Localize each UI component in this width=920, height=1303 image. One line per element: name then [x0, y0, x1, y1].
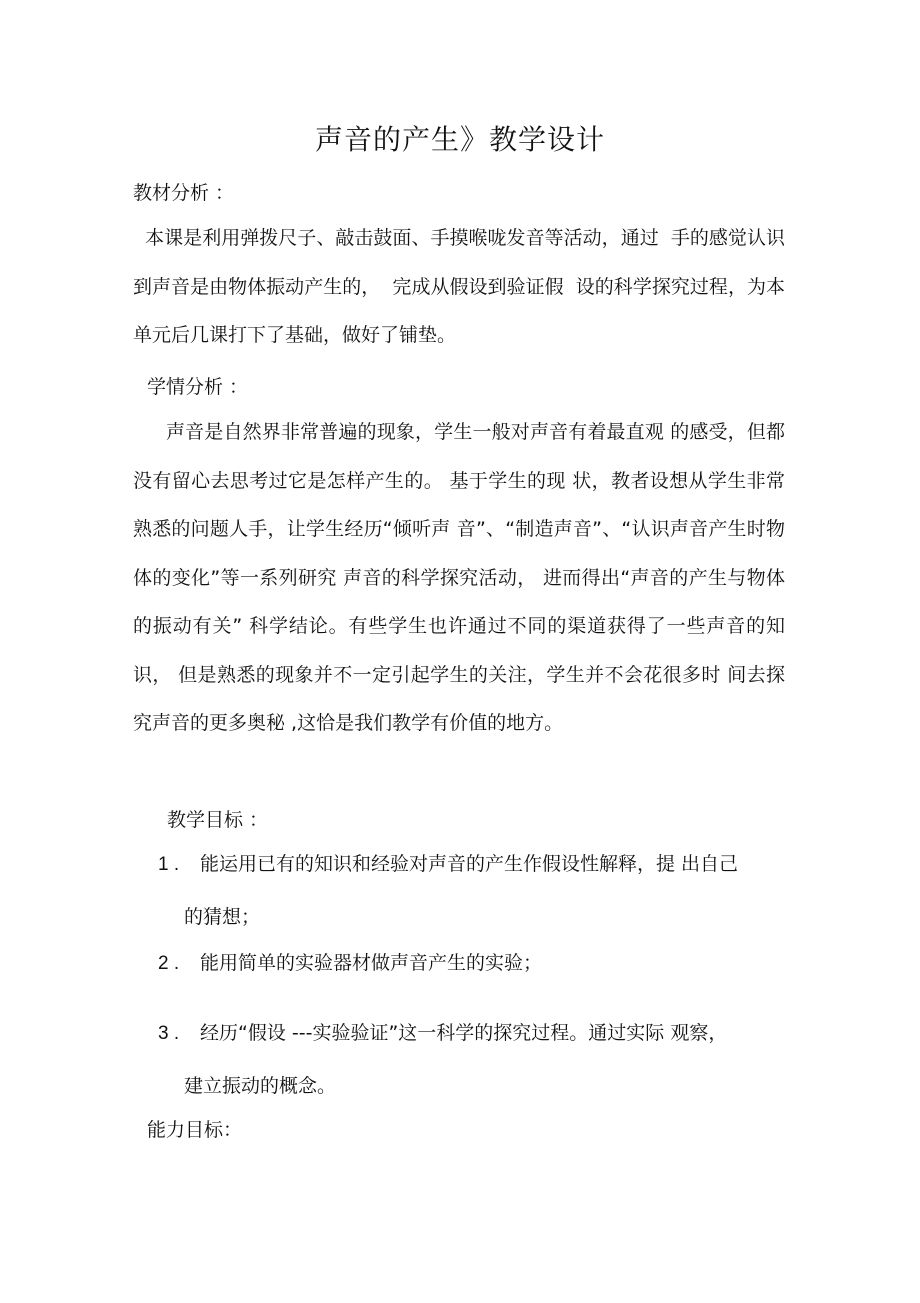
section-heading-teaching-goals: 教学目标 ：	[167, 809, 269, 831]
goal-text-line1: 能运用已有的知识和经验对声音的产生作假设性解释，提 出自己	[200, 853, 739, 875]
goal-number: 3 .	[158, 1023, 180, 1044]
goal-text-line1: 经历“假设 ---实验验证”这一科学的探究过程。通过实际 观察，	[200, 1022, 728, 1044]
section-heading-textbook-analysis: 教材分析 ：	[133, 182, 235, 204]
student-analysis-paragraph: 声音是自然界非常普遍的现象，学生一般对声音有着最直观 的感受，但都没有留心去思考过它是怎样产生的。 基于学生的现 状，教者设想从学生非常熟悉的问题人手，让学生经历“倾听声 音”、“制造声音”、“认识声音产生时物体的变化”等一系列研究 声音的科学探究活动， 进而得出“声音的产生与物体的振动有关” 科学结论。有些学生也许通过不同的渠道获得了一些声音的知识， 但是熟悉的现象并不一定引起学生的关注，学生并不会花很多时 间去探究声音的更多奥秘 ,这恰是我们教学有价值的地方。	[133, 421, 785, 734]
goal-number: 2 .	[158, 953, 180, 974]
section-heading-ability-goals: 能力目标：	[147, 1119, 243, 1141]
document-title: 声音的产生》教学设计	[314, 123, 605, 156]
textbook-analysis-paragraph: 本课是利用弹拨尺子、敲击鼓面、手摸喉咙发音等活动，通过 手的感觉认识到声音是由物体振动产生的， 完成从假设到验证假 设的科学探究过程，为本单元后几课打下了基础，做好了铺垫。	[133, 227, 785, 346]
section-heading-student-analysis: 学情分析 ：	[147, 376, 249, 398]
goal-item-1	[158, 838, 785, 944]
goal-text-line2: 建立振动的概念。	[184, 1075, 337, 1097]
goal-text-line2: 的猜想；	[184, 906, 261, 928]
goal-item-2	[158, 937, 785, 990]
goal-number: 1 .	[158, 854, 180, 875]
goal-text-line1: 能用简单的实验器材做声音产生的实验；	[200, 952, 543, 974]
goal-item-3	[158, 1007, 785, 1113]
